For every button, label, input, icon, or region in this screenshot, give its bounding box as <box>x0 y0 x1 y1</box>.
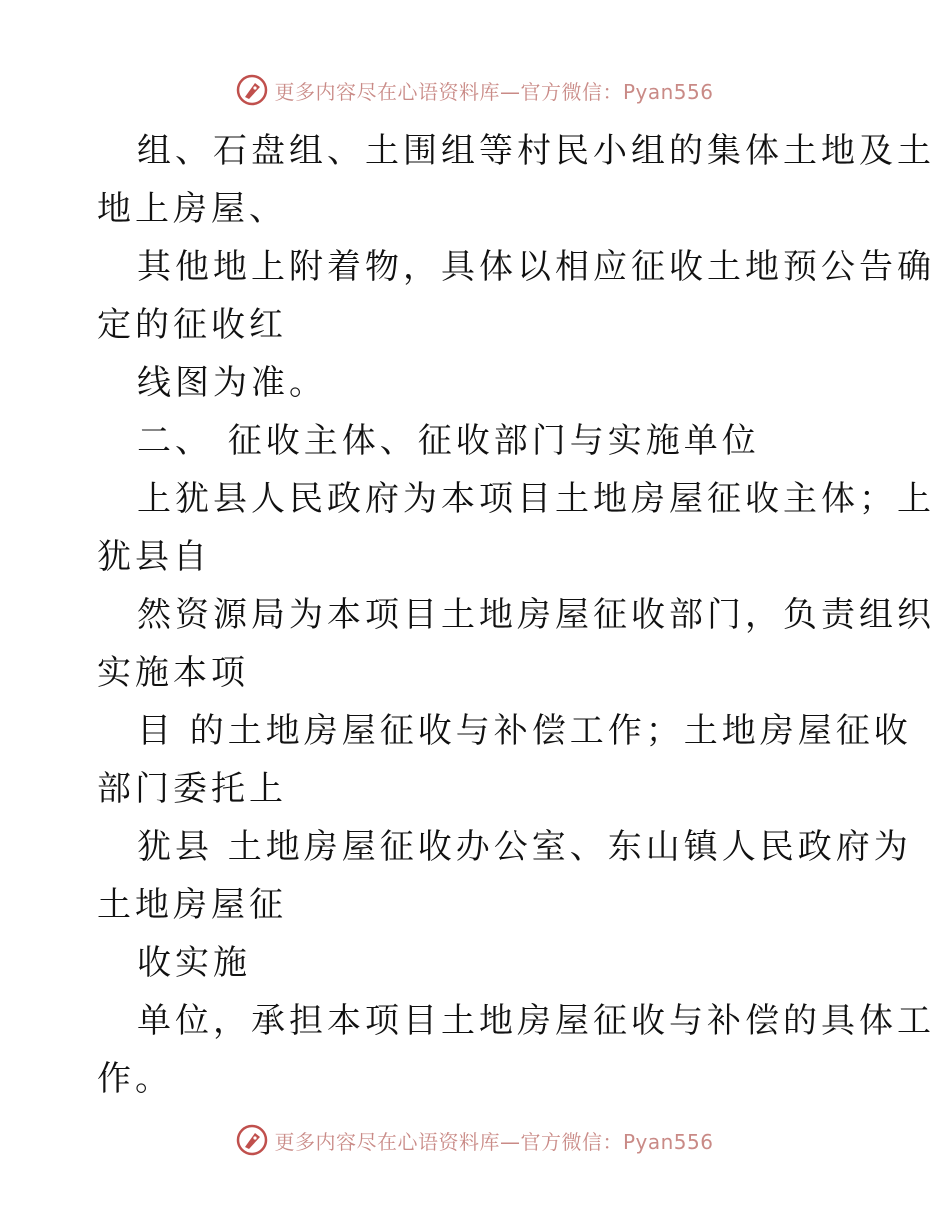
text-line: 其他地上附着物，具体以相应征收土地预公告确 <box>137 247 935 287</box>
text-line: 犹县自 <box>97 537 211 577</box>
pen-nib-logo-icon <box>236 1124 268 1156</box>
text-line: 组、石盘组、土围组等村民小组的集体土地及土 <box>137 131 935 171</box>
text-line: 收实施 <box>137 943 251 983</box>
watermark-header <box>0 70 950 110</box>
watermark-footer <box>0 1120 950 1160</box>
text-line: 部门委托上 <box>97 769 287 809</box>
text-line: 犹县 土地房屋征收办公室、东山镇人民政府为 <box>137 827 912 867</box>
text-line: 二、 征收主体、征收部门与实施单位 <box>137 421 760 461</box>
text-line: 实施本项 <box>97 653 249 693</box>
text-line: 然资源局为本项目土地房屋征收部门，负责组织 <box>137 595 935 635</box>
pen-nib-logo-icon <box>236 74 268 106</box>
watermark-text: 更多内容尽在心语资料库—官方微信：Pyan556 <box>274 1129 714 1154</box>
text-line: 土地房屋征 <box>97 885 287 925</box>
text-line: 目 的土地房屋征收与补偿工作；土地房屋征收 <box>137 711 912 751</box>
text-line: 作。 <box>97 1059 173 1099</box>
document-body <box>97 122 935 1108</box>
text-line: 地上房屋、 <box>97 189 287 229</box>
text-line: 定的征收红 <box>97 305 287 345</box>
text-line: 上犹县人民政府为本项目土地房屋征收主体；上 <box>137 479 935 519</box>
watermark-text: 更多内容尽在心语资料库—官方微信：Pyan556 <box>274 79 714 104</box>
text-line: 单位，承担本项目土地房屋征收与补偿的具体工 <box>137 1001 935 1041</box>
text-line: 线图为准。 <box>137 363 327 403</box>
